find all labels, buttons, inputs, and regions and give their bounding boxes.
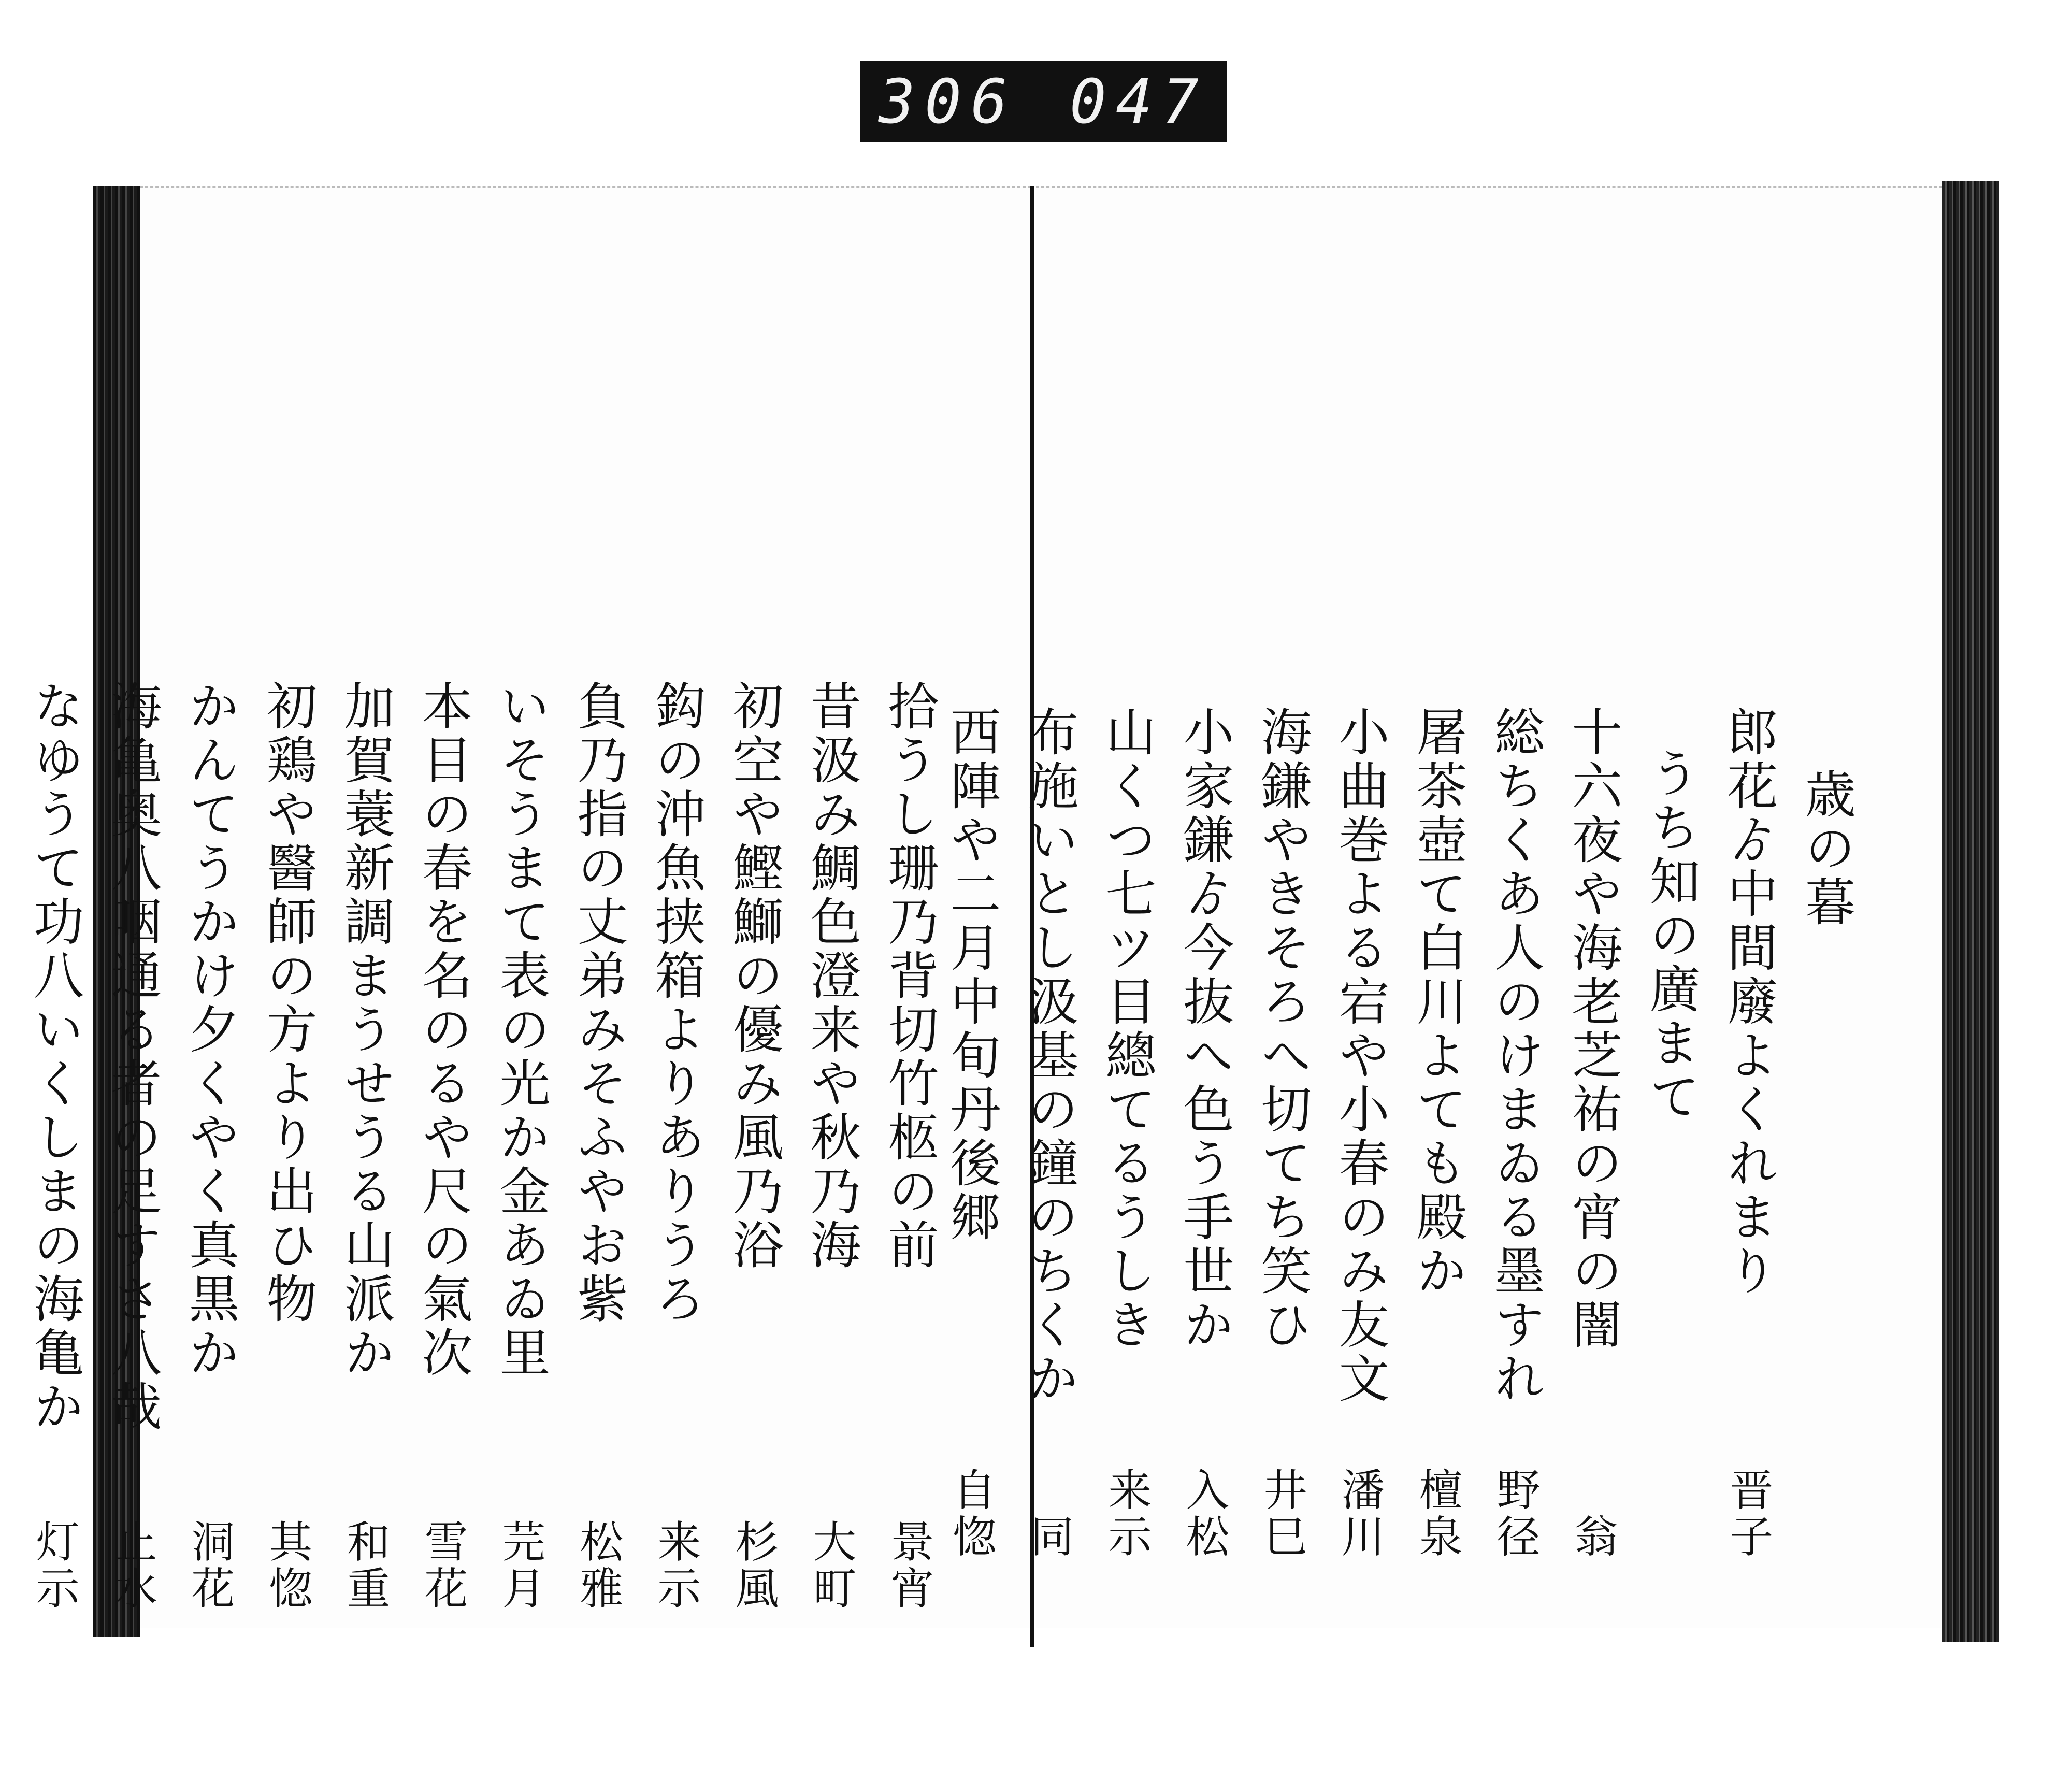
verse-line: なゆうて功八いくしまの海亀か 灯示	[16, 680, 93, 1612]
poet-name: 檀泉	[1412, 1467, 1463, 1560]
poet-name: 翁	[1567, 1514, 1618, 1560]
poet-name: 同	[1024, 1514, 1074, 1560]
poet-name: 其惚	[262, 1519, 313, 1612]
frame-number-right: 047	[1069, 66, 1208, 137]
verse-line: いそうまて表の光か金あゐ里 芫月	[482, 680, 559, 1612]
verse-line: 総ちくあ人のけまゐる墨すれ 野径	[1476, 706, 1554, 1560]
section-heading: 歳の暮	[1796, 768, 1855, 929]
verse-line: 加賀蓑新調まうせうる山派か 和重	[326, 680, 404, 1612]
poet-name: 潘川	[1334, 1467, 1385, 1560]
poet-name: 野径	[1490, 1467, 1541, 1560]
verse-line: 十六夜や海老芝祐の宵の闇 翁	[1554, 706, 1632, 1560]
open-book	[25, 176, 1999, 1653]
poet-name: 雪花	[418, 1519, 468, 1612]
poet-name: 井巳	[1257, 1467, 1307, 1560]
poet-name: 止水	[107, 1519, 157, 1612]
verse-line: 小曲巻よる宕や小春のみ友文 潘川	[1321, 706, 1399, 1560]
microfilm-frame-label	[860, 61, 1227, 142]
verse-line: 山くつ七ツ目總てるうしき 来示	[1088, 706, 1166, 1560]
verse-line: 初鶏や醫師の方より出ひ物 其惚	[249, 680, 326, 1612]
verse-line: 屠茶壺て白川よても殿か 檀泉	[1399, 706, 1476, 1560]
poet-name: 杉風	[728, 1519, 779, 1612]
poet-name: 和重	[340, 1519, 391, 1612]
verse-line: 布施いとし汲基の鐘のちくか 同	[1010, 706, 1088, 1560]
poet-name: 景宵	[884, 1519, 934, 1612]
poet-name: 来示	[651, 1519, 701, 1612]
poet-name: 大町	[806, 1519, 857, 1612]
verse-line: 海亀奥八咽通る者の足すさ八哉 止水	[93, 680, 171, 1612]
verse-line: うち知の廣まて	[1641, 747, 1700, 1124]
book-edge-right	[1942, 181, 1999, 1642]
verse-line: 拾うし珊乃背切竹柩の前 景宵	[870, 680, 948, 1612]
verse-line: 西陣や二月中旬丹後郷 自惚	[932, 706, 1010, 1560]
poet-name: 灯示	[29, 1519, 80, 1612]
poet-name: 洞花	[184, 1519, 235, 1612]
poet-name: 自惚	[946, 1467, 997, 1560]
poet-name: 松雅	[573, 1519, 624, 1612]
verse-line: 小家鎌ゟ今抜へ色う手世か 入松	[1166, 706, 1243, 1560]
verse-line: 初空や鰹鰤の優み風乃浴 杉風	[715, 680, 793, 1612]
verse-line: 鈎の沖魚挟箱よりありうろ 来示	[637, 680, 715, 1612]
verse-line: 昔汲み鯛色澄来や秋乃海 大町	[793, 680, 870, 1612]
poet-name: 晋子	[1723, 1467, 1774, 1560]
poet-name: 来示	[1101, 1467, 1152, 1560]
frame-number-left: 306	[879, 66, 1017, 137]
verse-line: かんてうかけ夕くやく真黒か 洞花	[171, 680, 249, 1612]
poet-name: 入松	[1179, 1467, 1230, 1560]
right-page	[942, 186, 1942, 1628]
verse-line: 郎花ゟ中間廢よくれまり 晋子	[1709, 706, 1787, 1560]
verse-line: 海鎌やきそろへ切てち笑ひ 井巳	[1243, 706, 1321, 1560]
left-page-text	[25, 680, 948, 1612]
left-page	[25, 186, 1031, 1628]
verse-line: 負乃指の丈弟みそふやお紫 松雅	[559, 680, 637, 1612]
right-page-text	[942, 706, 1865, 1560]
verse-line: 本目の春を名のるや尺の氣次 雪花	[404, 680, 482, 1612]
poet-name: 芫月	[495, 1519, 546, 1612]
